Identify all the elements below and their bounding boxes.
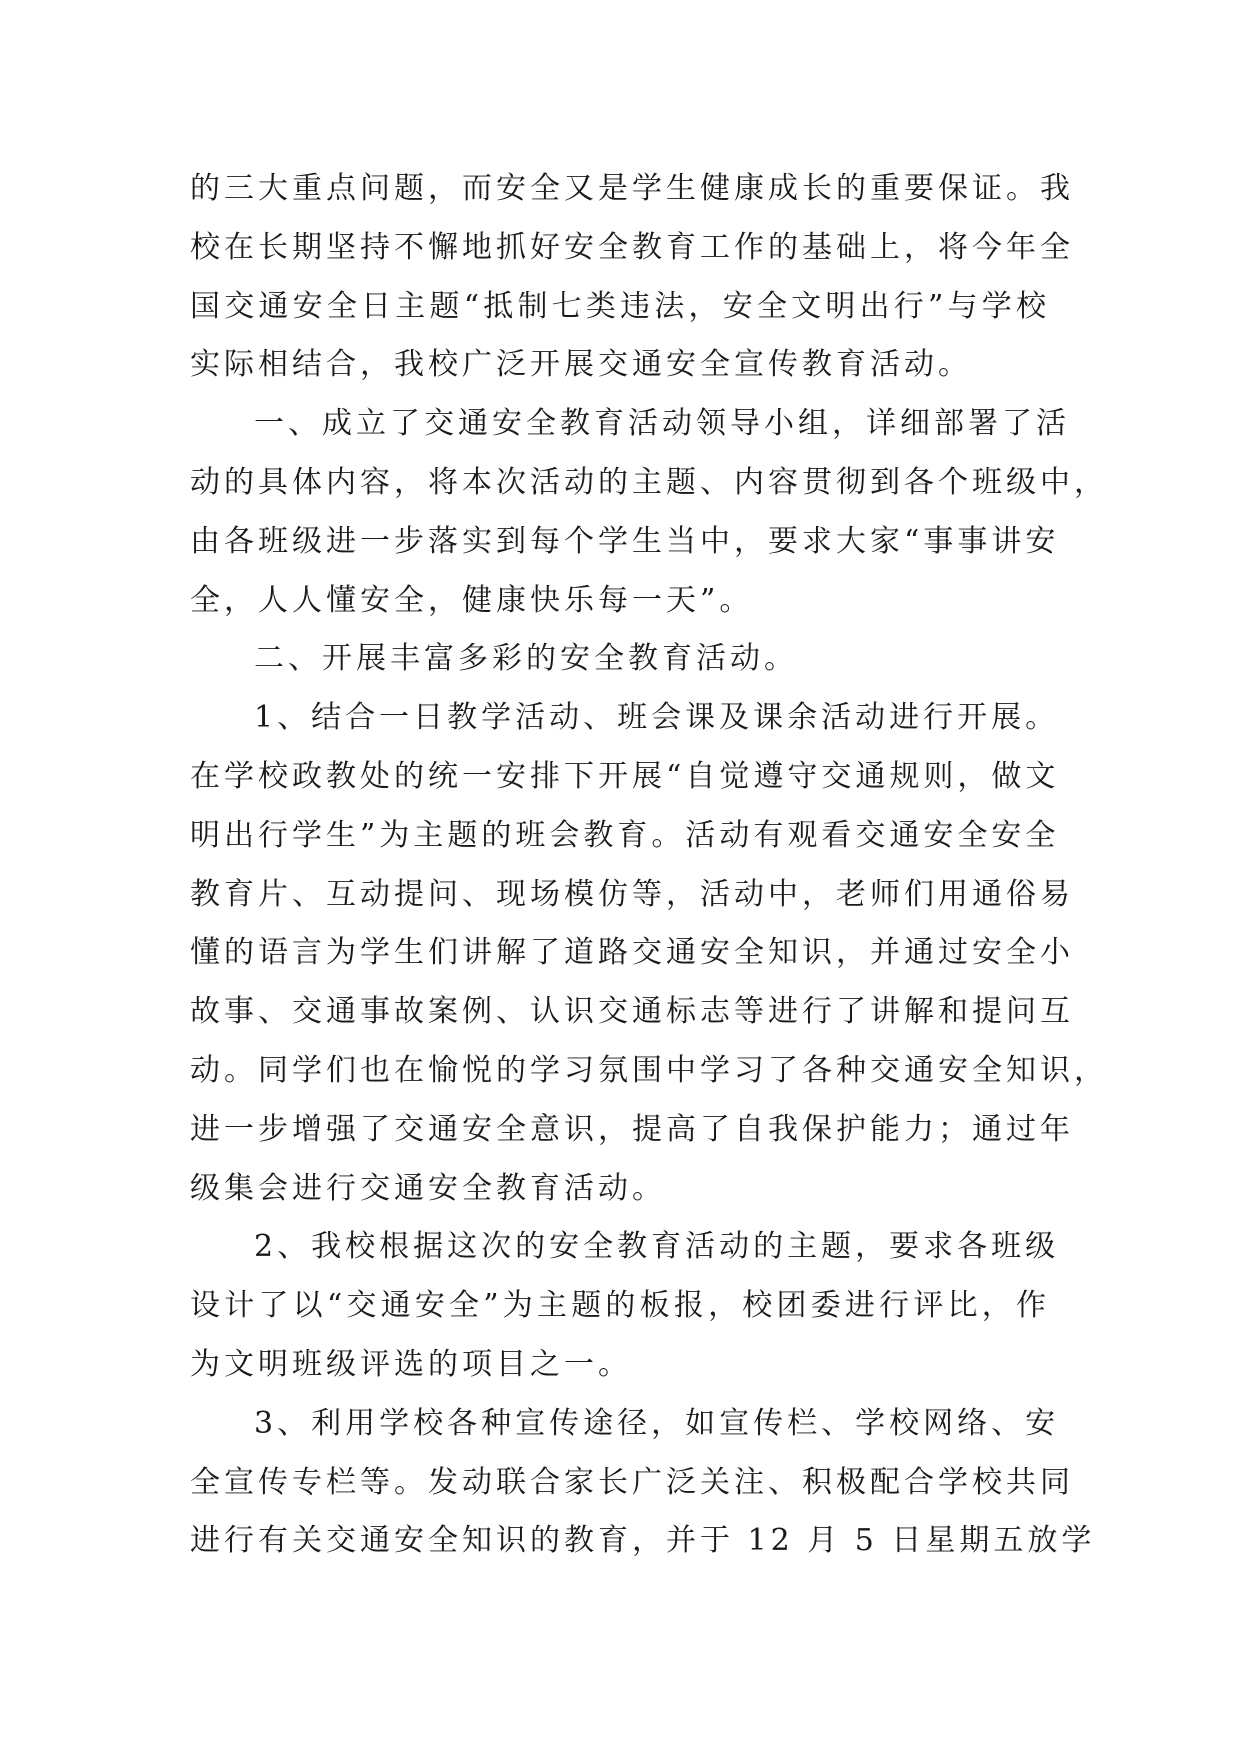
document-body	[190, 160, 1108, 1571]
text-line: 在学校政教处的统一安排下开展“自觉遵守交通规则，做文	[190, 758, 1060, 794]
text-line: 教育片、互动提问、现场模仿等，活动中，老师们用通俗易	[190, 876, 1074, 912]
text-line: 设计了以“交通安全”为主题的板报，校团委进行评比，作	[190, 1288, 1050, 1324]
text-line: 由各班级进一步落实到每个学生当中，要求大家“事事讲安	[190, 523, 1060, 559]
text-line: 进行有关交通安全知识的教育，并于 12 月 5 日星期五放学	[190, 1523, 1096, 1559]
text-line: 动的具体内容，将本次活动的主题、内容贯彻到各个班级中，	[190, 464, 1108, 500]
text-line: 明出行学生”为主题的班会教育。活动有观看交通安全安全	[190, 817, 1060, 853]
text-line: 进一步增强了交通安全意识，提高了自我保护能力；通过年	[190, 1111, 1074, 1147]
text-line: 为文明班级评选的项目之一。	[190, 1346, 632, 1382]
text-line: 2、我校根据这次的安全教育活动的主题，要求各班级	[254, 1229, 1060, 1265]
text-line: 3、利用学校各种宣传途径，如宣传栏、学校网络、安	[254, 1405, 1060, 1441]
text-line: 国交通安全日主题“抵制七类违法，安全文明出行”与学校	[190, 288, 1050, 324]
text-line: 故事、交通事故案例、认识交通标志等进行了讲解和提问互	[190, 994, 1074, 1030]
text-line: 的三大重点问题，而安全又是学生健康成长的重要保证。我	[190, 171, 1074, 206]
text-line: 动。同学们也在愉悦的学习氛围中学习了各种交通安全知识，	[190, 1052, 1108, 1088]
text-line: 实际相结合，我校广泛开展交通安全宣传教育活动。	[190, 347, 972, 383]
text-line: 级集会进行交通安全教育活动。	[190, 1170, 666, 1206]
text-line: 全，人人懂安全，健康快乐每一天”。	[190, 582, 754, 618]
text-line: 二、开展丰富多彩的安全教育活动。	[254, 641, 798, 677]
text-line: 一、成立了交通安全教育活动领导小组，详细部署了活	[254, 406, 1070, 442]
text-line: 全宣传专栏等。发动联合家长广泛关注、积极配合学校共同	[190, 1464, 1074, 1500]
text-line: 懂的语言为学生们讲解了道路交通安全知识，并通过安全小	[190, 935, 1074, 971]
text-line: 1、结合一日教学活动、班会课及课余活动进行开展。	[254, 700, 1060, 736]
text-line: 校在长期坚持不懈地抓好安全教育工作的基础上，将今年全	[190, 229, 1074, 265]
